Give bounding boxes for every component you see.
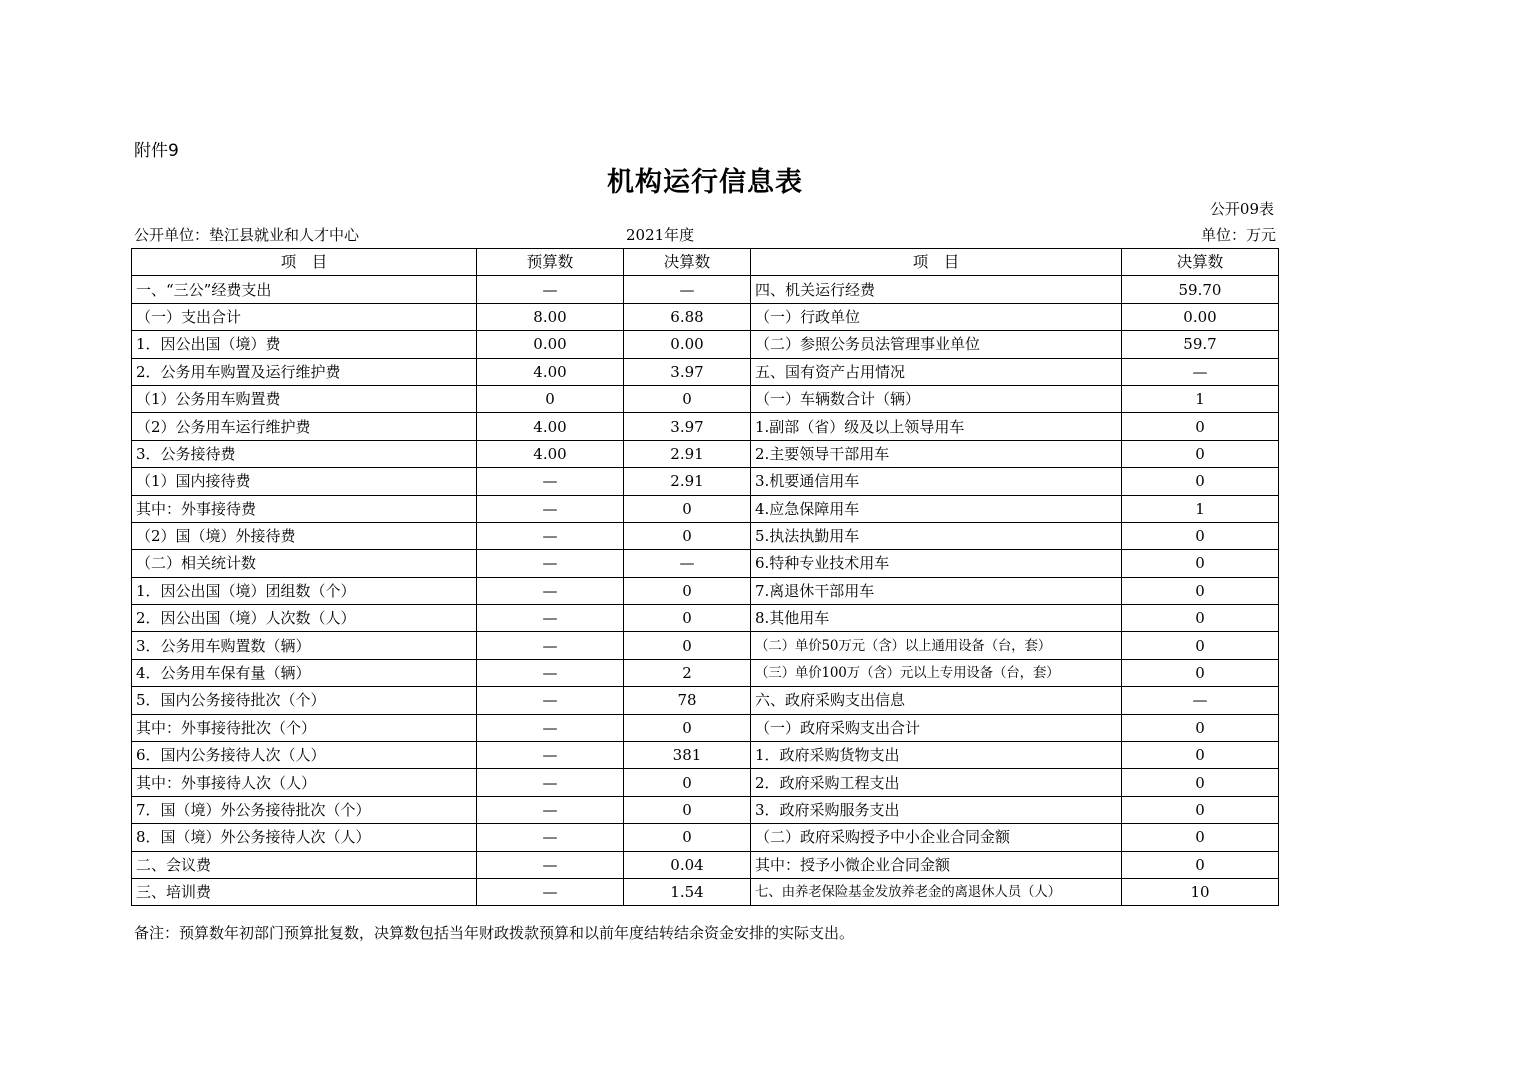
row-budget: 0.00	[477, 331, 624, 358]
row-final-left: 0	[624, 824, 751, 851]
fiscal-year: 2021年度	[626, 226, 695, 244]
row-item-right: 3．政府采购服务支出	[751, 796, 1122, 823]
row-item-right: （二）单价50万元（含）以上通用设备（台，套）	[751, 632, 1122, 659]
row-final-left: 0	[624, 522, 751, 549]
table-row	[132, 577, 1279, 604]
header-item-left: 项 目	[132, 249, 477, 276]
row-final-right: 1	[1122, 385, 1279, 412]
row-final-right: 0	[1122, 468, 1279, 495]
row-item-left: 1．因公出国（境）团组数（个）	[132, 577, 477, 604]
row-final-left: 1.54	[624, 878, 751, 905]
row-item-right: 七、由养老保险基金发放养老金的离退休人员（人）	[751, 878, 1122, 905]
row-budget: 0	[477, 385, 624, 412]
footnote: 备注：预算数年初部门预算批复数，决算数包括当年财政拨款预算和以前年度结转结余资金安排的实际支出。	[134, 924, 855, 942]
table-row	[132, 659, 1279, 686]
row-item-left: 2．因公出国（境）人次数（人）	[132, 605, 477, 632]
row-budget: —	[477, 796, 624, 823]
table-row	[132, 796, 1279, 823]
header-final-right: 决算数	[1122, 249, 1279, 276]
row-final-left: 0	[624, 385, 751, 412]
row-item-right: （一）行政单位	[751, 303, 1122, 330]
row-item-right: 2．政府采购工程支出	[751, 769, 1122, 796]
row-budget: —	[477, 577, 624, 604]
table-row	[132, 522, 1279, 549]
row-final-right: 0	[1122, 413, 1279, 440]
row-final-right: 10	[1122, 878, 1279, 905]
table-body	[132, 276, 1279, 906]
row-final-right: 0	[1122, 851, 1279, 878]
row-item-right: 五、国有资产占用情况	[751, 358, 1122, 385]
row-final-right: 0	[1122, 605, 1279, 632]
table-row	[132, 385, 1279, 412]
row-final-left: 0.04	[624, 851, 751, 878]
table-number: 公开09表	[1209, 200, 1274, 218]
table-row	[132, 358, 1279, 385]
row-final-right: 0	[1122, 550, 1279, 577]
row-item-right: 4.应急保障用车	[751, 495, 1122, 522]
reporting-unit: 公开单位：垫江县就业和人才中心	[134, 226, 360, 244]
row-budget: —	[477, 714, 624, 741]
row-budget: —	[477, 276, 624, 303]
row-item-right: 6.特种专业技术用车	[751, 550, 1122, 577]
header-budget: 预算数	[477, 249, 624, 276]
row-item-left: 7．国（境）外公务接待批次（个）	[132, 796, 477, 823]
row-item-left: （1）公务用车购置费	[132, 385, 477, 412]
row-budget: 4.00	[477, 440, 624, 467]
row-final-left: —	[624, 550, 751, 577]
header-final-left: 决算数	[624, 249, 751, 276]
table-row	[132, 878, 1279, 905]
row-item-right: （三）单价100万（含）元以上专用设备（台，套）	[751, 659, 1122, 686]
row-item-left: （一）支出合计	[132, 303, 477, 330]
row-item-right: 1．政府采购货物支出	[751, 742, 1122, 769]
row-item-left: （2）国（境）外接待费	[132, 522, 477, 549]
row-final-right: 0	[1122, 742, 1279, 769]
currency-unit: 单位：万元	[1200, 226, 1276, 244]
row-item-left: 3．公务用车购置数（辆）	[132, 632, 477, 659]
row-budget: —	[477, 495, 624, 522]
row-item-left: 三、培训费	[132, 878, 477, 905]
row-item-left: 一、“三公”经费支出	[132, 276, 477, 303]
row-final-left: 78	[624, 687, 751, 714]
table-row	[132, 331, 1279, 358]
row-item-right: 5.执法执勤用车	[751, 522, 1122, 549]
row-item-right: 四、机关运行经费	[751, 276, 1122, 303]
row-final-right: 0	[1122, 440, 1279, 467]
table-row	[132, 605, 1279, 632]
row-item-left: 1．因公出国（境）费	[132, 331, 477, 358]
table-row	[132, 276, 1279, 303]
table-row	[132, 714, 1279, 741]
table-row	[132, 824, 1279, 851]
row-item-right: （二）政府采购授予中小企业合同金额	[751, 824, 1122, 851]
row-final-right: 59.70	[1122, 276, 1279, 303]
row-budget: —	[477, 878, 624, 905]
row-final-left: 2.91	[624, 440, 751, 467]
row-final-left: 2	[624, 659, 751, 686]
row-item-left: （2）公务用车运行维护费	[132, 413, 477, 440]
table-row	[132, 550, 1279, 577]
row-item-left: 其中：外事接待批次（个）	[132, 714, 477, 741]
row-final-right: —	[1122, 358, 1279, 385]
row-budget: —	[477, 769, 624, 796]
row-budget: —	[477, 851, 624, 878]
table-row	[132, 440, 1279, 467]
row-final-right: 0	[1122, 714, 1279, 741]
row-item-right: 2.主要领导干部用车	[751, 440, 1122, 467]
row-final-right: 0	[1122, 824, 1279, 851]
table-row	[132, 687, 1279, 714]
row-item-left: 5．国内公务接待批次（个）	[132, 687, 477, 714]
row-item-left: 其中：外事接待人次（人）	[132, 769, 477, 796]
row-final-left: 0	[624, 495, 751, 522]
row-final-right: 0	[1122, 522, 1279, 549]
row-final-right: 0	[1122, 632, 1279, 659]
row-item-left: 2．公务用车购置及运行维护费	[132, 358, 477, 385]
row-budget: —	[477, 687, 624, 714]
row-final-left: 381	[624, 742, 751, 769]
attachment-label: 附件9	[134, 141, 179, 161]
table-row	[132, 495, 1279, 522]
table-row	[132, 851, 1279, 878]
page-title: 机构运行信息表	[607, 167, 803, 198]
row-item-right: （一）车辆数合计（辆）	[751, 385, 1122, 412]
row-final-left: 3.97	[624, 358, 751, 385]
row-final-right: 59.7	[1122, 331, 1279, 358]
row-item-left: 4．公务用车保有量（辆）	[132, 659, 477, 686]
row-item-left: 8．国（境）外公务接待人次（人）	[132, 824, 477, 851]
row-final-right: 0	[1122, 796, 1279, 823]
row-item-right: 7.离退休干部用车	[751, 577, 1122, 604]
row-budget: —	[477, 742, 624, 769]
row-final-right: —	[1122, 687, 1279, 714]
row-budget: —	[477, 468, 624, 495]
row-item-right: 3.机要通信用车	[751, 468, 1122, 495]
row-budget: —	[477, 550, 624, 577]
row-final-left: 0	[624, 769, 751, 796]
table-row	[132, 632, 1279, 659]
row-final-left: 0	[624, 714, 751, 741]
row-final-left: 0	[624, 605, 751, 632]
table-row	[132, 413, 1279, 440]
table-row	[132, 769, 1279, 796]
row-item-left: （1）国内接待费	[132, 468, 477, 495]
row-final-right: 0	[1122, 577, 1279, 604]
row-final-left: 2.91	[624, 468, 751, 495]
header-item-right: 项 目	[751, 249, 1122, 276]
row-item-right: 8.其他用车	[751, 605, 1122, 632]
row-budget: —	[477, 605, 624, 632]
row-final-left: 3.97	[624, 413, 751, 440]
row-item-right: 其中：授予小微企业合同金额	[751, 851, 1122, 878]
table-header-row	[132, 249, 1279, 276]
row-final-right: 0	[1122, 769, 1279, 796]
row-final-right: 1	[1122, 495, 1279, 522]
row-budget: 4.00	[477, 413, 624, 440]
row-final-left: —	[624, 276, 751, 303]
row-budget: —	[477, 659, 624, 686]
row-item-right: （二）参照公务员法管理事业单位	[751, 331, 1122, 358]
row-final-right: 0	[1122, 659, 1279, 686]
operation-info-table	[131, 248, 1279, 906]
row-final-left: 0	[624, 632, 751, 659]
row-item-left: 其中：外事接待费	[132, 495, 477, 522]
row-final-left: 6.88	[624, 303, 751, 330]
row-item-left: 3．公务接待费	[132, 440, 477, 467]
row-budget: 8.00	[477, 303, 624, 330]
table-row	[132, 468, 1279, 495]
row-item-left: 二、会议费	[132, 851, 477, 878]
row-final-left: 0	[624, 577, 751, 604]
unit-line	[134, 224, 1276, 246]
row-budget: —	[477, 522, 624, 549]
row-budget: —	[477, 824, 624, 851]
row-final-left: 0	[624, 796, 751, 823]
row-item-right: 1.副部（省）级及以上领导用车	[751, 413, 1122, 440]
row-budget: —	[477, 632, 624, 659]
row-item-left: 6．国内公务接待人次（人）	[132, 742, 477, 769]
row-budget: 4.00	[477, 358, 624, 385]
row-item-right: （一）政府采购支出合计	[751, 714, 1122, 741]
row-item-left: （二）相关统计数	[132, 550, 477, 577]
row-final-left: 0.00	[624, 331, 751, 358]
table-row	[132, 742, 1279, 769]
row-item-right: 六、政府采购支出信息	[751, 687, 1122, 714]
table-row	[132, 303, 1279, 330]
row-final-right: 0.00	[1122, 303, 1279, 330]
